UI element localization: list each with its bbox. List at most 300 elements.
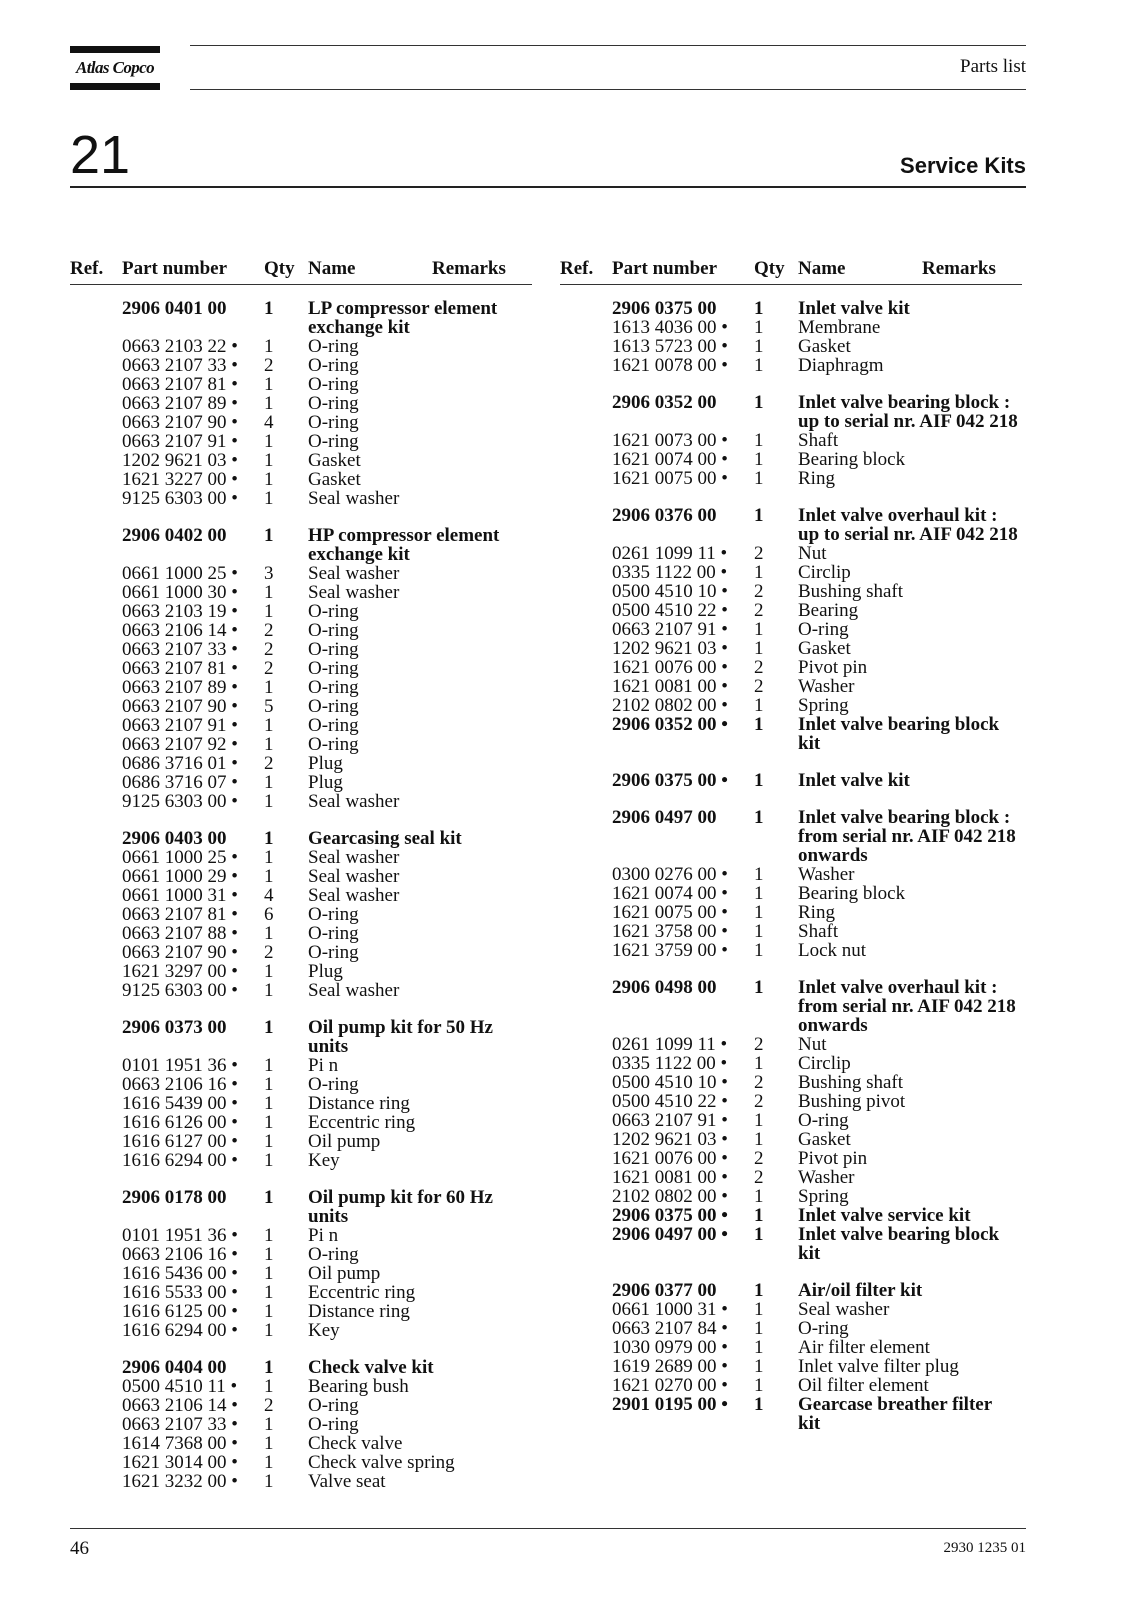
document-type: Parts list — [960, 56, 1026, 77]
quantity: 2 — [754, 1072, 764, 1093]
part-name: Gasket — [308, 469, 361, 490]
part-name: Seal washer — [308, 885, 400, 906]
part-name: Circlip — [798, 1053, 851, 1074]
part-number: 0686 3716 07 • — [122, 772, 238, 793]
quantity: 1 — [264, 1414, 274, 1435]
part-number: 0500 4510 10 • — [612, 581, 728, 602]
part-number: 0101 1951 36 • — [122, 1225, 238, 1246]
part-number: 0500 4510 10 • — [612, 1072, 728, 1093]
parts-column-right — [560, 258, 1022, 1451]
part-row — [70, 394, 532, 413]
kit-header-row — [70, 1358, 532, 1377]
quantity: 1 — [264, 1452, 274, 1473]
part-number: 1621 0075 00 • — [612, 902, 728, 923]
service-kit — [70, 1018, 532, 1170]
part-name: O-ring — [308, 639, 359, 660]
part-name: Pivot pin — [798, 657, 868, 678]
part-name: O-ring — [308, 1244, 359, 1265]
quantity: 1 — [264, 525, 274, 546]
part-name: Seal washer — [798, 1299, 890, 1320]
part-name: Spring — [798, 695, 849, 716]
part-row — [70, 716, 532, 735]
part-row — [70, 451, 532, 470]
quantity: 1 — [264, 1017, 274, 1038]
part-name: Bearing block — [798, 883, 906, 904]
header-part-number: Part number — [122, 258, 228, 279]
part-number: 1202 9621 03 • — [612, 1129, 728, 1150]
part-number: 2906 0375 00 — [612, 298, 717, 319]
footer-rule — [70, 1528, 1026, 1529]
part-name: Inlet valve overhaul kit : up to serial nr. AIF 042 218 — [798, 505, 1018, 545]
logo-wordmark: Atlas Copco — [76, 58, 154, 77]
part-row — [560, 865, 1022, 884]
quantity: 1 — [264, 1433, 274, 1454]
service-kit — [560, 978, 1022, 1263]
part-name: Membrane — [798, 317, 881, 338]
quantity: 1 — [754, 1186, 764, 1207]
header-rule-top — [190, 45, 1026, 46]
part-row — [560, 337, 1022, 356]
quantity: 1 — [754, 921, 764, 942]
part-row — [560, 1073, 1022, 1092]
part-row — [560, 1187, 1022, 1206]
part-row — [70, 1132, 532, 1151]
part-number: 0663 2107 91 • — [122, 715, 238, 736]
part-row — [70, 640, 532, 659]
part-row — [70, 1056, 532, 1075]
part-row — [560, 1168, 1022, 1187]
part-name: Plug — [308, 772, 343, 793]
part-name: Shaft — [798, 430, 839, 451]
quantity: 1 — [264, 1187, 274, 1208]
kit-list — [560, 299, 1022, 1433]
part-name: O-ring — [308, 904, 359, 925]
atlas-copco-logo — [70, 46, 160, 92]
quantity: 1 — [754, 1224, 764, 1245]
quantity: 1 — [264, 923, 274, 944]
part-row — [560, 431, 1022, 450]
part-number: 0300 0276 00 • — [612, 864, 728, 885]
part-number: 1616 6125 00 • — [122, 1301, 238, 1322]
part-name: Seal washer — [308, 791, 400, 812]
part-row — [70, 1302, 532, 1321]
part-name: O-ring — [308, 431, 359, 452]
part-row — [70, 1226, 532, 1245]
quantity: 2 — [264, 620, 274, 641]
header-remarks: Remarks — [922, 258, 996, 279]
part-row — [560, 715, 1022, 753]
part-name: Distance ring — [308, 1093, 410, 1114]
quantity: 2 — [264, 355, 274, 376]
quantity: 1 — [264, 1225, 274, 1246]
quantity: 1 — [754, 883, 764, 904]
part-row — [560, 356, 1022, 375]
part-number: 1621 3232 00 • — [122, 1471, 238, 1492]
part-name: Nut — [798, 1034, 827, 1055]
part-row — [70, 962, 532, 981]
part-name: Oil pump kit for 50 Hz units — [308, 1017, 493, 1057]
quantity: 2 — [754, 581, 764, 602]
quantity: 1 — [754, 336, 764, 357]
part-number: 0663 2107 89 • — [122, 393, 238, 414]
part-number: 0663 2107 91 • — [612, 619, 728, 640]
part-row — [560, 1111, 1022, 1130]
quantity: 2 — [264, 639, 274, 660]
quantity: 1 — [754, 1356, 764, 1377]
header-remarks: Remarks — [432, 258, 506, 279]
part-name: Lock nut — [798, 940, 867, 961]
quantity: 1 — [264, 298, 274, 319]
quantity: 2 — [754, 1034, 764, 1055]
part-row — [70, 1283, 532, 1302]
page-number: 46 — [70, 1538, 89, 1559]
part-name: O-ring — [308, 374, 359, 395]
part-row — [560, 1092, 1022, 1111]
part-number: 9125 6303 00 • — [122, 791, 238, 812]
part-number: 2906 0403 00 — [122, 828, 227, 849]
kit-header-row — [560, 299, 1022, 318]
part-row — [70, 1151, 532, 1170]
part-number: 0661 1000 31 • — [122, 885, 238, 906]
service-kit — [560, 393, 1022, 488]
part-name: Plug — [308, 753, 343, 774]
part-row — [70, 981, 532, 1000]
quantity: 1 — [754, 1129, 764, 1150]
part-name: Oil pump kit for 60 Hz units — [308, 1187, 493, 1227]
part-name: Inlet valve bearing block kit — [798, 714, 1000, 754]
part-row — [70, 432, 532, 451]
quantity: 1 — [754, 1110, 764, 1131]
part-name: Spring — [798, 1186, 849, 1207]
part-number: 1621 0270 00 • — [612, 1375, 728, 1396]
part-name: O-ring — [308, 715, 359, 736]
part-row — [560, 941, 1022, 960]
part-row — [560, 582, 1022, 601]
part-name: Inlet valve kit — [798, 770, 910, 791]
quantity: 2 — [754, 657, 764, 678]
part-row — [560, 1376, 1022, 1395]
quantity: 1 — [754, 562, 764, 583]
part-row — [70, 697, 532, 716]
quantity: 1 — [264, 1471, 274, 1492]
part-name: Plug — [308, 961, 343, 982]
quantity: 2 — [754, 600, 764, 621]
part-name: Distance ring — [308, 1301, 410, 1322]
part-number: 0500 4510 22 • — [612, 1091, 728, 1112]
part-number: 0663 2107 90 • — [122, 942, 238, 963]
part-number: 1621 0078 00 • — [612, 355, 728, 376]
header-part-number: Part number — [612, 258, 718, 279]
part-number: 1616 6294 00 • — [122, 1150, 238, 1171]
part-row — [70, 735, 532, 754]
quantity: 1 — [754, 807, 764, 828]
quantity: 1 — [754, 449, 764, 470]
part-row — [560, 563, 1022, 582]
part-number: 1621 3758 00 • — [612, 921, 728, 942]
logo-bar-top — [70, 46, 160, 53]
part-name: Inlet valve kit — [798, 298, 910, 319]
part-number: 0335 1122 00 • — [612, 562, 728, 583]
part-name: Key — [308, 1320, 340, 1341]
quantity: 1 — [264, 488, 274, 509]
part-name: O-ring — [308, 734, 359, 755]
part-number: 2906 0375 00 • — [612, 1205, 728, 1226]
part-name: Bushing shaft — [798, 1072, 904, 1093]
part-number: 0663 2106 16 • — [122, 1244, 238, 1265]
kit-list — [70, 299, 532, 1491]
header-rule-bottom — [190, 89, 1026, 90]
part-name: Seal washer — [308, 847, 400, 868]
service-kit — [70, 1188, 532, 1340]
quantity: 1 — [754, 695, 764, 716]
part-name: O-ring — [308, 336, 359, 357]
part-row — [70, 792, 532, 811]
part-row — [70, 1264, 532, 1283]
service-kit — [70, 526, 532, 811]
part-name: O-ring — [308, 355, 359, 376]
quantity: 2 — [264, 1395, 274, 1416]
quantity: 1 — [264, 772, 274, 793]
part-row — [560, 922, 1022, 941]
quantity: 1 — [264, 866, 274, 887]
part-name: Check valve spring — [308, 1452, 455, 1473]
kit-header-row — [70, 1188, 532, 1226]
part-number: 2906 0178 00 — [122, 1187, 227, 1208]
part-row — [70, 905, 532, 924]
part-name: O-ring — [798, 1110, 849, 1131]
part-number: 9125 6303 00 • — [122, 980, 238, 1001]
part-name: Inlet valve bearing block kit — [798, 1224, 1000, 1264]
kit-header-row — [70, 526, 532, 564]
part-row — [70, 1113, 532, 1132]
part-number: 2906 0375 00 • — [612, 770, 728, 791]
part-row — [70, 659, 532, 678]
part-row — [560, 1225, 1022, 1263]
document-number: 2930 1235 01 — [943, 1540, 1026, 1556]
part-number: 1616 5436 00 • — [122, 1263, 238, 1284]
kit-header-row — [70, 299, 532, 337]
part-number: 0663 2107 33 • — [122, 355, 238, 376]
part-row — [70, 1434, 532, 1453]
part-row — [70, 489, 532, 508]
quantity: 1 — [754, 864, 764, 885]
part-row — [70, 1396, 532, 1415]
quantity: 1 — [264, 1074, 274, 1095]
part-number: 0663 2107 81 • — [122, 904, 238, 925]
quantity: 1 — [264, 1093, 274, 1114]
part-row — [70, 337, 532, 356]
quantity: 2 — [754, 1091, 764, 1112]
part-row — [560, 1357, 1022, 1376]
part-number: 2906 0401 00 — [122, 298, 227, 319]
part-row — [560, 677, 1022, 696]
part-name: Inlet valve filter plug — [798, 1356, 959, 1377]
part-number: 0661 1000 31 • — [612, 1299, 728, 1320]
part-number: 1202 9621 03 • — [122, 450, 238, 471]
part-name: Eccentric ring — [308, 1112, 416, 1133]
part-name: Circlip — [798, 562, 851, 583]
part-name: Ring — [798, 902, 835, 923]
part-name: Check valve kit — [308, 1357, 434, 1378]
quantity: 1 — [264, 1131, 274, 1152]
quantity: 2 — [264, 753, 274, 774]
part-row — [560, 1395, 1022, 1433]
part-number: 0663 2107 91 • — [612, 1110, 728, 1131]
service-kit — [560, 506, 1022, 790]
part-row — [560, 1206, 1022, 1225]
part-name: O-ring — [308, 620, 359, 641]
quantity: 1 — [264, 393, 274, 414]
kit-header-row — [560, 808, 1022, 865]
quantity: 1 — [754, 1053, 764, 1074]
part-number: 2102 0802 00 • — [612, 1186, 728, 1207]
part-name: Oil filter element — [798, 1375, 929, 1396]
part-number: 1202 9621 03 • — [612, 638, 728, 659]
part-name: Gasket — [798, 1129, 851, 1150]
part-number: 0663 2107 33 • — [122, 1414, 238, 1435]
part-name: Diaphragm — [798, 355, 884, 376]
quantity: 4 — [264, 412, 274, 433]
part-row — [560, 544, 1022, 563]
part-number: 1621 0076 00 • — [612, 1148, 728, 1169]
part-row — [70, 773, 532, 792]
service-kit — [70, 1358, 532, 1491]
part-name: Shaft — [798, 921, 839, 942]
quantity: 1 — [264, 1244, 274, 1265]
part-number: 0335 1122 00 • — [612, 1053, 728, 1074]
part-row — [70, 1245, 532, 1264]
part-name: Gearcase breather filter kit — [798, 1394, 992, 1434]
quantity: 1 — [264, 961, 274, 982]
quantity: 1 — [264, 469, 274, 490]
part-row — [560, 1300, 1022, 1319]
part-row — [70, 375, 532, 394]
part-number: 2906 0376 00 — [612, 505, 717, 526]
part-number: 0261 1099 11 • — [612, 543, 728, 564]
service-kit — [560, 299, 1022, 375]
chapter-title: Service Kits — [900, 153, 1026, 178]
part-row — [70, 754, 532, 773]
part-row — [560, 903, 1022, 922]
table-header-rule — [560, 284, 1022, 285]
part-row — [560, 1035, 1022, 1054]
kit-header-row — [560, 1281, 1022, 1300]
part-name: O-ring — [308, 942, 359, 963]
part-row — [70, 470, 532, 489]
part-number: 2906 0497 00 • — [612, 1224, 728, 1245]
part-row — [70, 564, 532, 583]
part-number: 0663 2107 90 • — [122, 412, 238, 433]
quantity: 1 — [754, 298, 764, 319]
quantity: 1 — [264, 791, 274, 812]
part-row — [560, 1054, 1022, 1073]
part-name: Pivot pin — [798, 1148, 868, 1169]
quantity: 1 — [264, 1263, 274, 1284]
header-name: Name — [798, 258, 846, 279]
part-name: Washer — [798, 864, 855, 885]
part-name: O-ring — [798, 1318, 849, 1339]
part-row — [70, 848, 532, 867]
quantity: 1 — [754, 1318, 764, 1339]
quantity: 1 — [264, 374, 274, 395]
part-number: 1614 7368 00 • — [122, 1433, 238, 1454]
part-name: Inlet valve bearing block : from serial nr. AIF 042 218 onwards — [798, 807, 1016, 866]
service-kit — [70, 299, 532, 508]
quantity: 1 — [264, 847, 274, 868]
part-name: Air filter element — [798, 1337, 930, 1358]
part-name: Washer — [798, 1167, 855, 1188]
part-name: O-ring — [308, 923, 359, 944]
part-row — [70, 1321, 532, 1340]
part-row — [560, 696, 1022, 715]
part-name: Oil pump — [308, 1263, 381, 1284]
part-number: 9125 6303 00 • — [122, 488, 238, 509]
quantity: 1 — [264, 1376, 274, 1397]
quantity: 6 — [264, 904, 274, 925]
part-number: 2906 0497 00 — [612, 807, 717, 828]
part-number: 2906 0352 00 — [612, 392, 717, 413]
quantity: 1 — [264, 1055, 274, 1076]
part-number: 1616 5439 00 • — [122, 1093, 238, 1114]
part-name: Ring — [798, 468, 835, 489]
part-name: Inlet valve service kit — [798, 1205, 971, 1226]
part-number: 0261 1099 11 • — [612, 1034, 728, 1055]
part-number: 1621 3014 00 • — [122, 1452, 238, 1473]
quantity: 1 — [264, 677, 274, 698]
chapter-number: 21 — [70, 125, 131, 185]
quantity: 4 — [264, 885, 274, 906]
part-name: O-ring — [308, 658, 359, 679]
quantity: 1 — [754, 1375, 764, 1396]
part-name: Eccentric ring — [308, 1282, 416, 1303]
quantity: 1 — [264, 1301, 274, 1322]
quantity: 1 — [754, 902, 764, 923]
part-name: O-ring — [798, 619, 849, 640]
part-number: 1613 4036 00 • — [612, 317, 728, 338]
part-number: 1621 0074 00 • — [612, 449, 728, 470]
part-number: 1621 3759 00 • — [612, 940, 728, 961]
part-number: 1621 3297 00 • — [122, 961, 238, 982]
part-number: 0663 2107 89 • — [122, 677, 238, 698]
part-row — [560, 1149, 1022, 1168]
part-name: HP compressor element exchange kit — [308, 525, 500, 565]
part-name: Seal washer — [308, 582, 400, 603]
part-name: Bearing — [798, 600, 859, 621]
part-number: 2906 0402 00 — [122, 525, 227, 546]
part-name: Seal washer — [308, 866, 400, 887]
quantity: 1 — [264, 715, 274, 736]
part-number: 1030 0979 00 • — [612, 1337, 728, 1358]
part-number: 1613 5723 00 • — [612, 336, 728, 357]
part-name: Air/oil filter kit — [798, 1280, 923, 1301]
quantity: 1 — [754, 1394, 764, 1415]
part-number: 0661 1000 25 • — [122, 563, 238, 584]
part-row — [560, 601, 1022, 620]
part-row — [560, 450, 1022, 469]
part-row — [70, 583, 532, 602]
part-row — [70, 1377, 532, 1396]
quantity: 1 — [754, 355, 764, 376]
service-kit — [70, 829, 532, 1000]
kit-header-row — [70, 1018, 532, 1056]
part-name: Oil pump — [308, 1131, 381, 1152]
part-name: Pi n — [308, 1225, 339, 1246]
part-row — [560, 620, 1022, 639]
quantity: 2 — [264, 942, 274, 963]
part-number: 0663 2107 90 • — [122, 696, 238, 717]
part-name: Gasket — [798, 336, 851, 357]
part-name: Bearing block — [798, 449, 906, 470]
